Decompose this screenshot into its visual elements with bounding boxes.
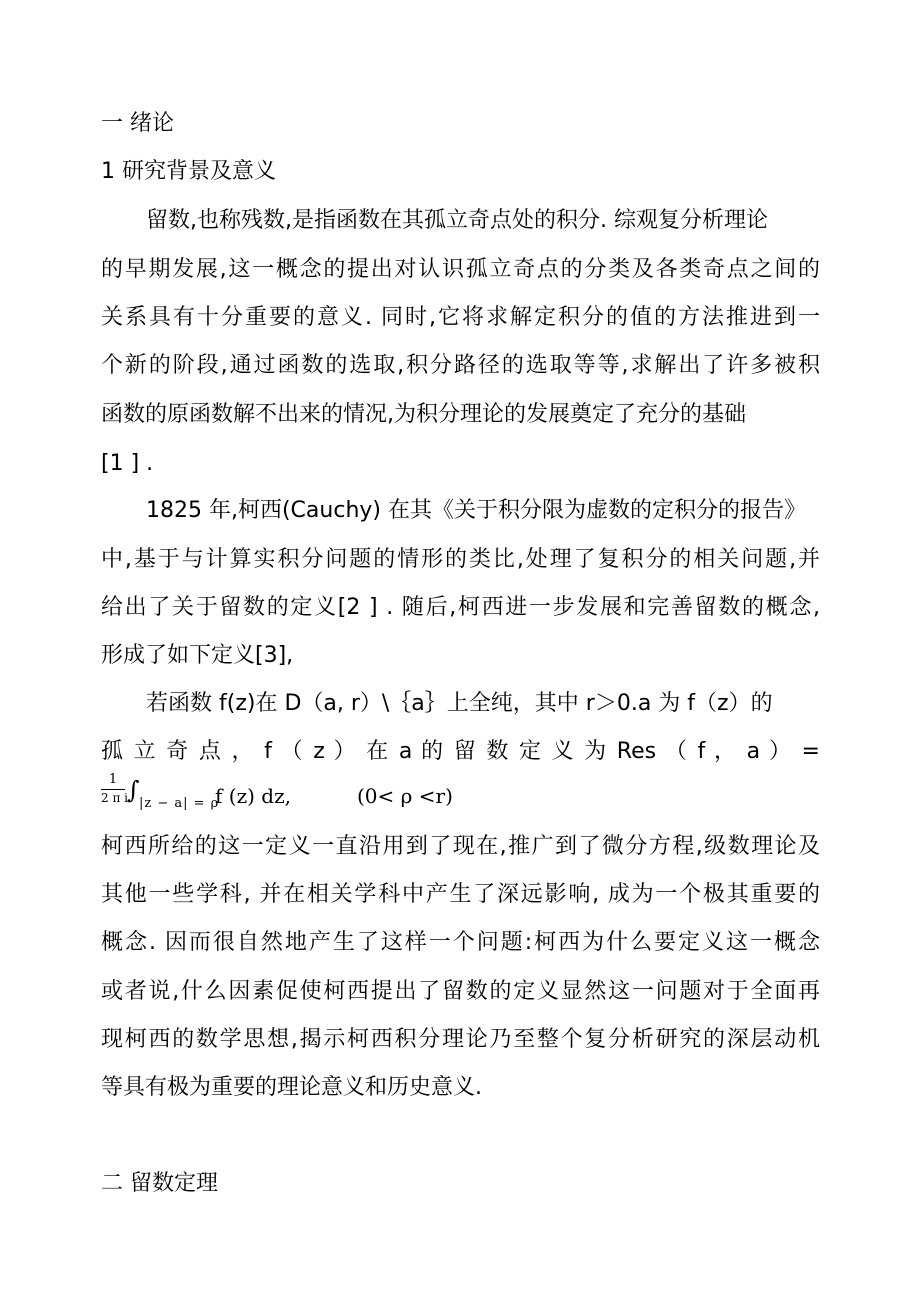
text-line: 中,基于与计算实积分问题的情形的类比,处理了复积分的相关问题,并	[101, 547, 820, 572]
fraction-denominator: 2 π i	[101, 791, 128, 805]
heading-introduction: 一 绪论	[101, 111, 174, 136]
text-line: 关系具有十分重要的意义. 同时,它将求解定积分的值的方法推进到一	[101, 305, 820, 330]
text-line: 形成了如下定义[3],	[101, 643, 294, 668]
text-line: 柯西所给的这一定义一直沿用到了现在,推广到了微分方程,级数理论及	[101, 834, 820, 859]
text-line: 其他一些学科, 并在相关学科中产生了深远影响, 成为一个极其重要的	[101, 882, 820, 907]
text-line: 个新的阶段,通过函数的选取,积分路径的选取等等,求解出了许多被积	[101, 353, 820, 378]
text-line: 给出了关于留数的定义[2 ] . 随后,柯西进一步发展和完善留数的概念,	[101, 595, 820, 620]
text-line: 1825 年,柯西(Cauchy) 在其《关于积分限为虚数的定积分的报告》	[146, 498, 806, 523]
heading-residue-theorem: 二 留数定理	[101, 1171, 218, 1196]
text-line: 若函数 f(z)在 D（a, r）\｛a｝上全纯，其中 r＞0.a 为 f（z）的	[146, 691, 773, 716]
fraction-one-over-two-pi-i	[101, 772, 128, 806]
text-line: 的早期发展,这一概念的提出对认识孤立奇点的分类及各类奇点之间的	[101, 257, 820, 282]
integral-contour-subscript: |z − a| = ρ	[139, 796, 220, 811]
text-line: 概念. 因而很自然地产生了这样一个问题:柯西为什么要定义这一概念	[101, 930, 820, 955]
text-line: 留数,也称残数,是指函数在其孤立奇点处的积分. 综观复分析理论	[146, 208, 768, 233]
radius-condition: (0< ρ <r)	[357, 784, 453, 808]
subheading-background: 1 研究背景及意义	[101, 159, 276, 184]
fraction-numerator: 1	[101, 772, 125, 790]
text-line: 或者说,什么因素促使柯西提出了留数的定义显然这一问题对于全面再	[101, 979, 820, 1004]
text-line: [1 ] .	[101, 451, 154, 476]
text-line: 函数的原函数解不出来的情况,为积分理论的发展奠定了充分的基础	[101, 402, 746, 427]
integral-sign: ∫	[127, 776, 140, 804]
text-line: 等具有极为重要的理论意义和历史意义.	[101, 1075, 482, 1100]
text-line: 孤 立 奇 点 ， f （ z ） 在 a 的 留 数 定 义 为 Res （ f ， a ） =	[101, 739, 820, 764]
text-line: 现柯西的数学思想,揭示柯西积分理论乃至整个复分析研究的深层动机	[101, 1027, 820, 1052]
integrand: f (z) dz,	[215, 784, 291, 808]
